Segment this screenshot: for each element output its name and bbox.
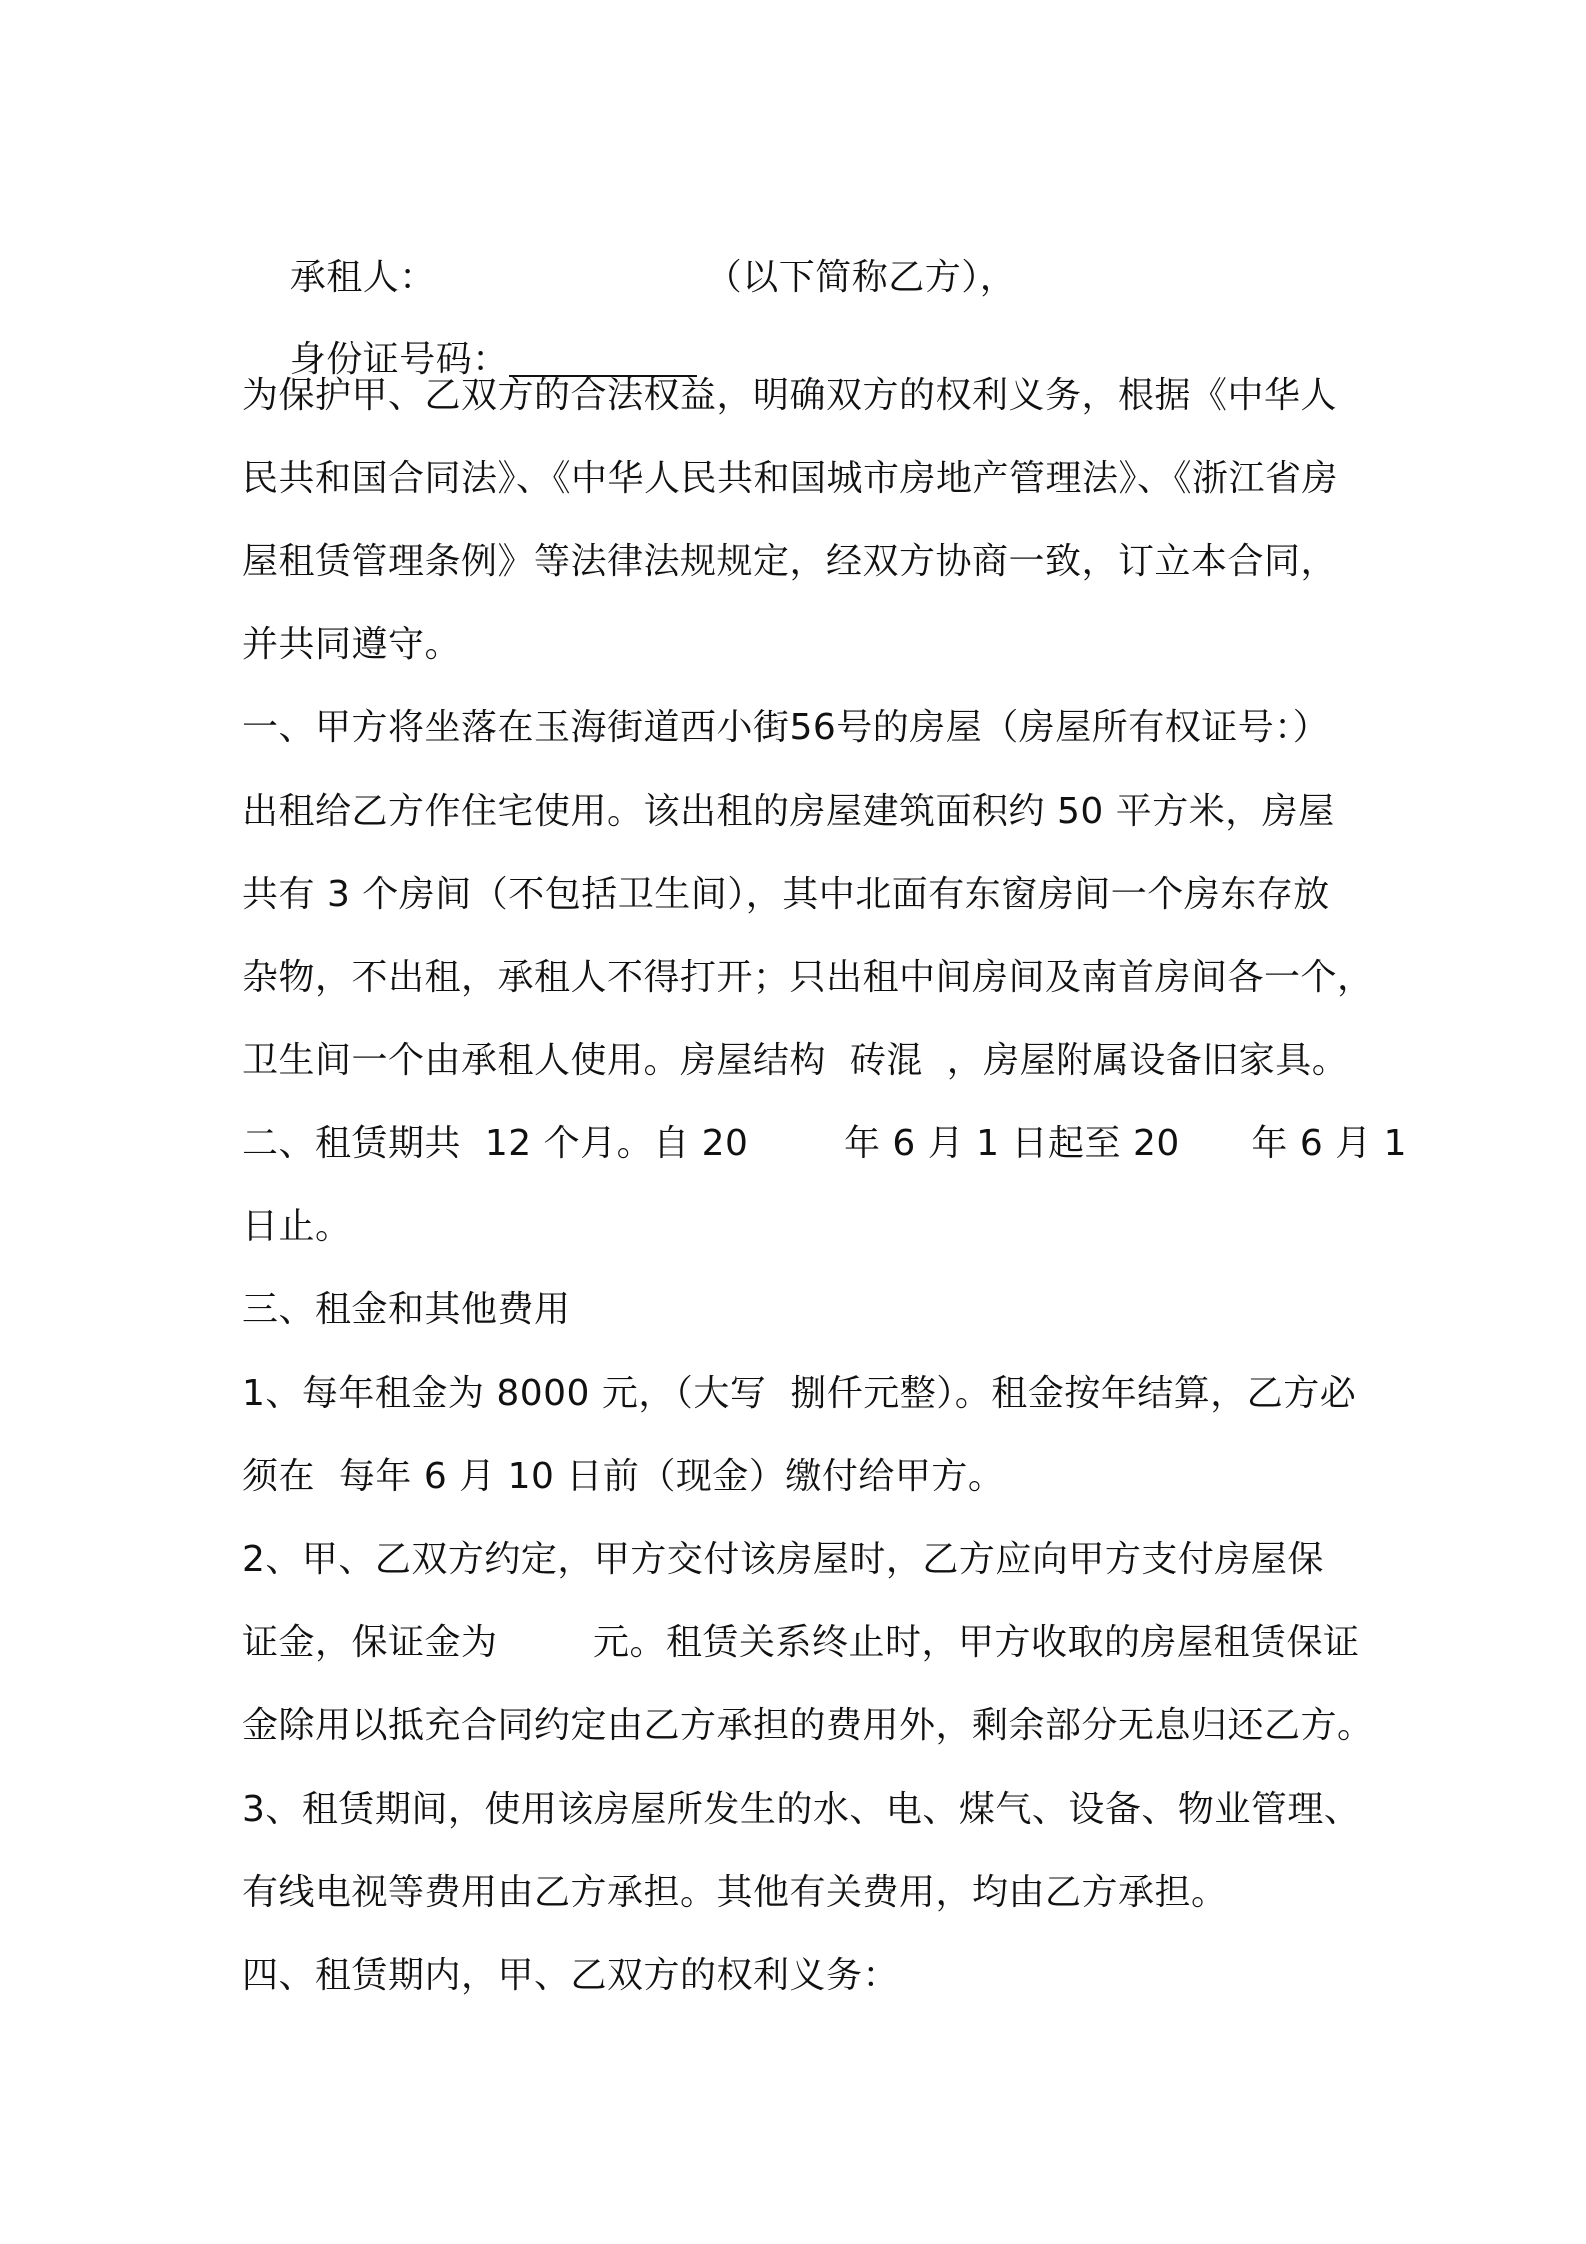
clause-1-line-1: 一、甲方将坐落在玉海街道西小街56号的房屋（房屋所有权证号：）	[242, 707, 1330, 748]
clause-4-heading: 四、租赁期内，甲、乙双方的权利义务：	[242, 1955, 900, 1996]
id-number-label: 身份证号码：	[289, 339, 509, 380]
clause-1-line-4: 杂物，不出租，承租人不得打开；只出租中间房间及南首房间各一个，	[242, 957, 1374, 998]
preamble-line-3: 屋租赁管理条例》等法律法规规定，经双方协商一致，订立本合同，	[242, 541, 1338, 582]
clause-2-line-1: 二、租赁期共 12 个月。自 20 年 6 月 1 日起至 20 年 6 月 1	[242, 1123, 1408, 1164]
clause-1-line-3: 共有 3 个房间（不包括卫生间），其中北面有东窗房间一个房东存放	[242, 874, 1330, 915]
clause-1-line-5: 卫生间一个由承租人使用。房屋结构 砖混 ，房屋附属设备旧家具。	[242, 1040, 1349, 1081]
preamble-line-4: 并共同遵守。	[242, 624, 462, 665]
clause-2-line-2: 日止。	[242, 1206, 352, 1247]
lessee-label: 承租人：	[289, 257, 436, 298]
clause-3-1-line-1: 1、每年租金为 8000 元，（大写 捌仟元整）。租金按年结算，乙方必	[242, 1373, 1357, 1414]
clause-3-3-line-1: 3、租赁期间，使用该房屋所发生的水、电、煤气、设备、物业管理、	[242, 1789, 1361, 1830]
preamble-line-2: 民共和国合同法》、《中华人民共和国城市房地产管理法》、《浙江省房	[242, 458, 1339, 499]
clause-3-3-line-2: 有线电视等费用由乙方承担。其他有关费用，均由乙方承担。	[242, 1872, 1228, 1913]
clause-3-2-line-2: 证金，保证金为 元。租赁关系终止时，甲方收取的房屋租赁保证	[242, 1622, 1360, 1663]
lessee-abbreviation: （以下简称乙方），	[705, 257, 1017, 298]
preamble-line-1: 为保护甲、乙双方的合法权益，明确双方的权利义务，根据《中华人	[242, 375, 1338, 416]
clause-1-line-2: 出租给乙方作住宅使用。该出租的房屋建筑面积约 50 平方米，房屋	[242, 791, 1335, 832]
clause-3-2-line-3: 金除用以抵充合同约定由乙方承担的费用外，剩余部分无息归还乙方。	[242, 1705, 1374, 1746]
clause-3-heading: 三、租金和其他费用	[242, 1289, 571, 1330]
clause-3-1-line-2: 须在 每年 6 月 10 日前（现金）缴付给甲方。	[242, 1456, 1005, 1497]
clause-3-2-line-1: 2、甲、乙双方约定，甲方交付该房屋时，乙方应向甲方支付房屋保	[242, 1539, 1324, 1580]
